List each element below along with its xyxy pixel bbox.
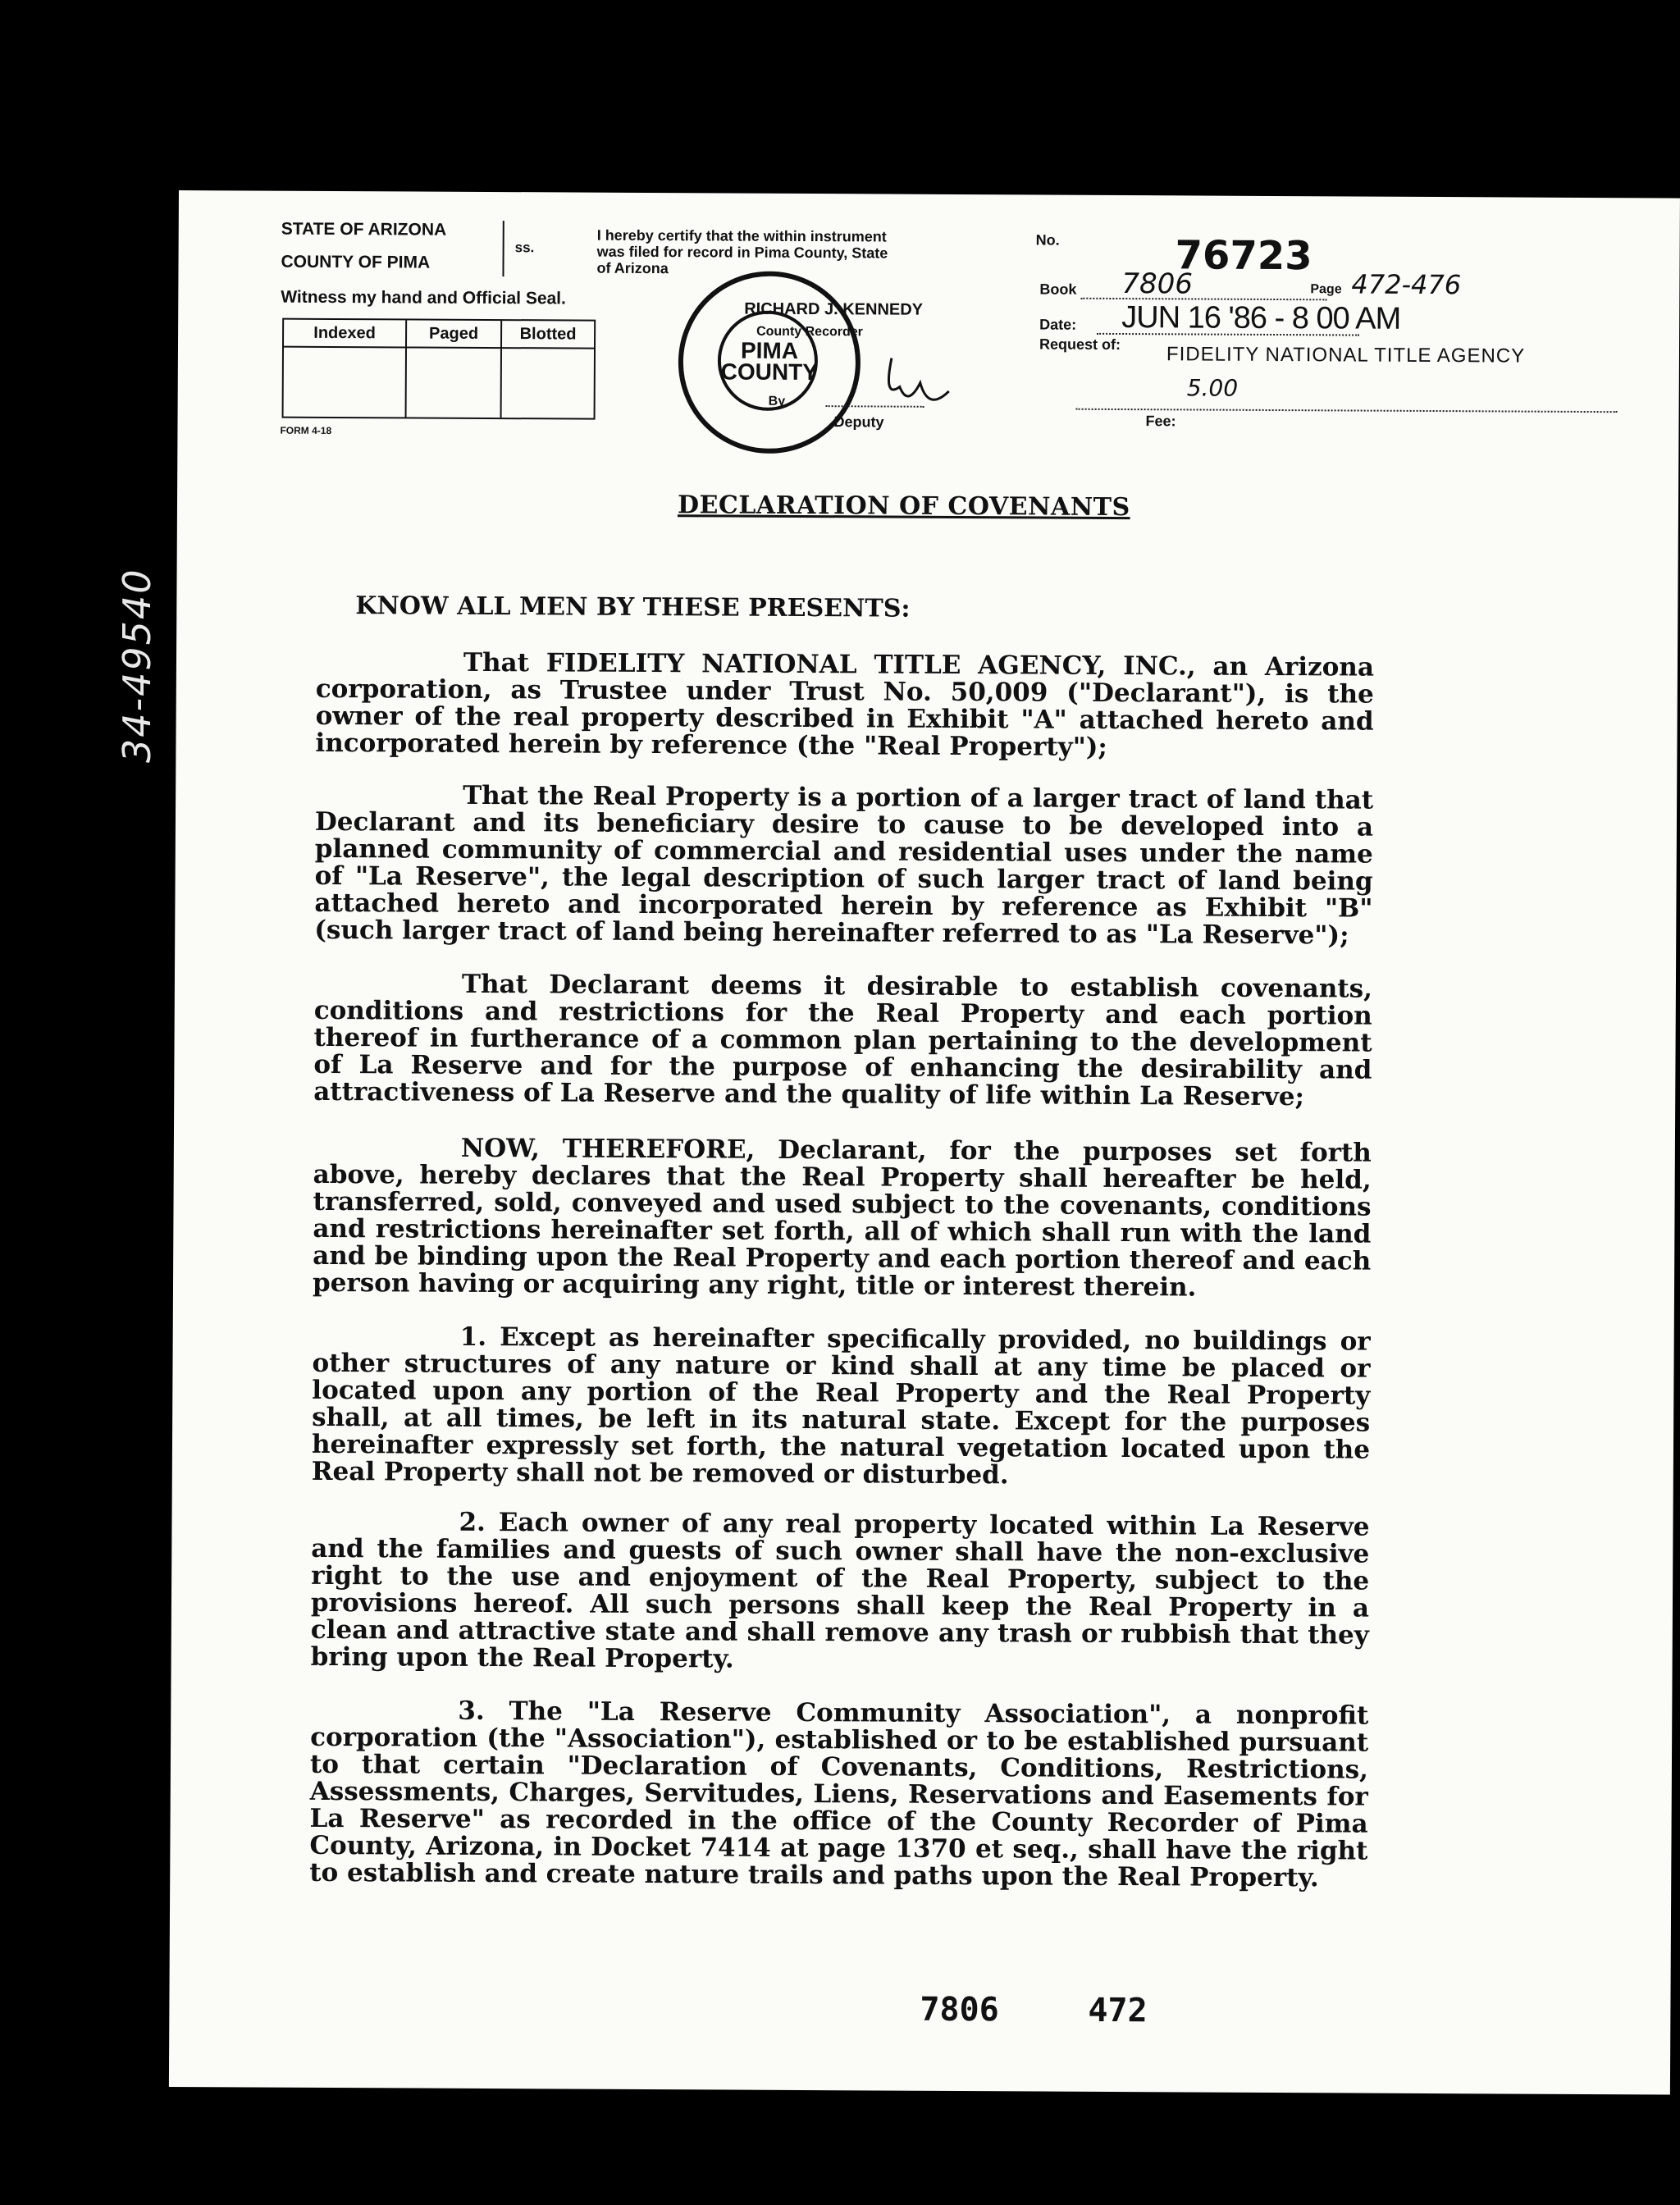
footer-docket: 7806 — [920, 1990, 999, 2029]
no-label: No. — [1035, 231, 1060, 249]
paragraph-covenant-1: 1. Except as hereinafter specifically provided, no buildings or other structures of any nature or kind shall at any time be placed or located upon any portion of the Real Property and the Real Property shall, at all times, be left in its natural state. Except for the purposes hereinafter expressly set forth, the natural vegetation located upon the Real Property shall not be removed or disturbed. — [311, 1322, 1371, 1491]
form-number: FORM 4-18 — [280, 424, 332, 436]
book-value: 7806 — [1121, 267, 1194, 301]
grid-cell — [407, 348, 502, 418]
paragraph-covenant-3: 3. The "La Reserve Community Association", a nonprofit corporation (the "Association"), established or to be established pursuant to that certain "Declaration of Covenants, Conditions, Restrictions, Assessments, Charges, Servitudes, Liens, Reservations and Easements for La Reserve" as recorded in the office of the County Recorder of Pima County, Arizona, in Docket 7414 at page 1370 et seq., shall have the right to establish and create nature trails and paths upon the Real Property. — [309, 1696, 1369, 1893]
grid-header-blotted: Blotted — [502, 321, 594, 349]
witness-line: Witness my hand and Official Seal. — [281, 287, 566, 308]
state-line: STATE OF ARIZONA — [281, 219, 447, 240]
recording-grid — [282, 318, 596, 420]
by-label: By — [768, 394, 786, 409]
certify-text: I hereby certify that the within instrument was filed for record in Pima County, State of Arizona — [596, 226, 888, 277]
grid-cell — [502, 349, 594, 418]
page-label: Page — [1310, 282, 1342, 297]
fee-label: Fee: — [1145, 413, 1176, 430]
book-label: Book — [1039, 281, 1077, 298]
opening-line: KNOW ALL MEN BY THESE PRESENTS: — [355, 591, 911, 623]
side-note: 34-49540 — [115, 568, 159, 763]
page-value: 472-476 — [1351, 268, 1462, 301]
paragraph-recital-1: That FIDELITY NATIONAL TITLE AGENCY, INC., an Arizona corporation, as Trustee under Trust No. 50,009 ("Declarant"), is the owner of the real property described in Exhibit "A" attached hereto and incorporated herein by reference (the "Real Property"); — [315, 647, 1375, 762]
document-number: 76723 — [1175, 232, 1312, 280]
document-page — [169, 190, 1680, 2095]
grid-header-paged: Paged — [407, 320, 502, 349]
seal-words — [683, 337, 856, 386]
paragraph-now-therefore: NOW, THEREFORE, Declarant, for the purposes set forth above, hereby declares that the Real Property shall hereafter be held, transferred, sold, conveyed and used subject to the covenants, conditions and restrictions hereinafter set forth, all of which shall run with the land and be binding upon the Real Property and each portion thereof and each person having or acquiring any right, title or interest therein. — [312, 1133, 1372, 1303]
paragraph-covenant-2: 2. Each owner of any real property located within La Reserve and the families and guests of such owner shall have the non-exclusive right to the use and enjoyment of the Real Property, subject to the provisions hereof. All such persons shall keep the Real Property in a clean and attractive state and shall remove any trash or rubbish that they bring upon the Real Property. — [310, 1507, 1370, 1674]
deputy-label: Deputy — [833, 413, 884, 431]
footer-page: 472 — [1088, 1991, 1148, 2030]
bracket — [502, 221, 510, 276]
seal-word-county: COUNTY — [720, 358, 819, 386]
recorder-title: County Recorder — [756, 324, 863, 340]
seal-word-pima: PIMA — [740, 337, 799, 363]
date-label: Date: — [1039, 316, 1077, 333]
grid-cell — [284, 348, 407, 418]
request-label: Request of: — [1039, 336, 1121, 354]
ss-label: ss. — [514, 240, 535, 256]
paragraph-recital-2: That the Real Property is a portion of a larger tract of land that Declarant and its beneficiary desire to cause to be developed into a planned community of commercial and residential uses under the name of "La Reserve", the legal description of such larger tract of land being attached hereto and incorporated herein by reference as Exhibit "B" (such larger tract of land being hereinafter referred to as "La Reserve"); — [314, 780, 1374, 951]
date-value: JUN 16 '86 - 8 00 AM — [1121, 300, 1401, 336]
request-value: FIDELITY NATIONAL TITLE AGENCY — [1166, 343, 1526, 368]
paragraph-recital-3: That Declarant deems it desirable to establish covenants, conditions and restrictions for the Real Property and each portion thereof in furtherance of a common plan pertaining to the development of La Reserve and for the purpose of enhancing the desirability and attractiveness of La Reserve and the quality of life within La Reserve; — [313, 969, 1373, 1112]
recorder-name: RICHARD J. KENNEDY — [744, 299, 924, 319]
grid-header-indexed: Indexed — [284, 320, 407, 349]
deputy-signature — [883, 350, 957, 426]
county-line: COUNTY OF PIMA — [281, 252, 431, 272]
fee-value: 5.00 — [1186, 374, 1239, 402]
document-title: DECLARATION OF COVENANTS — [677, 491, 1130, 523]
